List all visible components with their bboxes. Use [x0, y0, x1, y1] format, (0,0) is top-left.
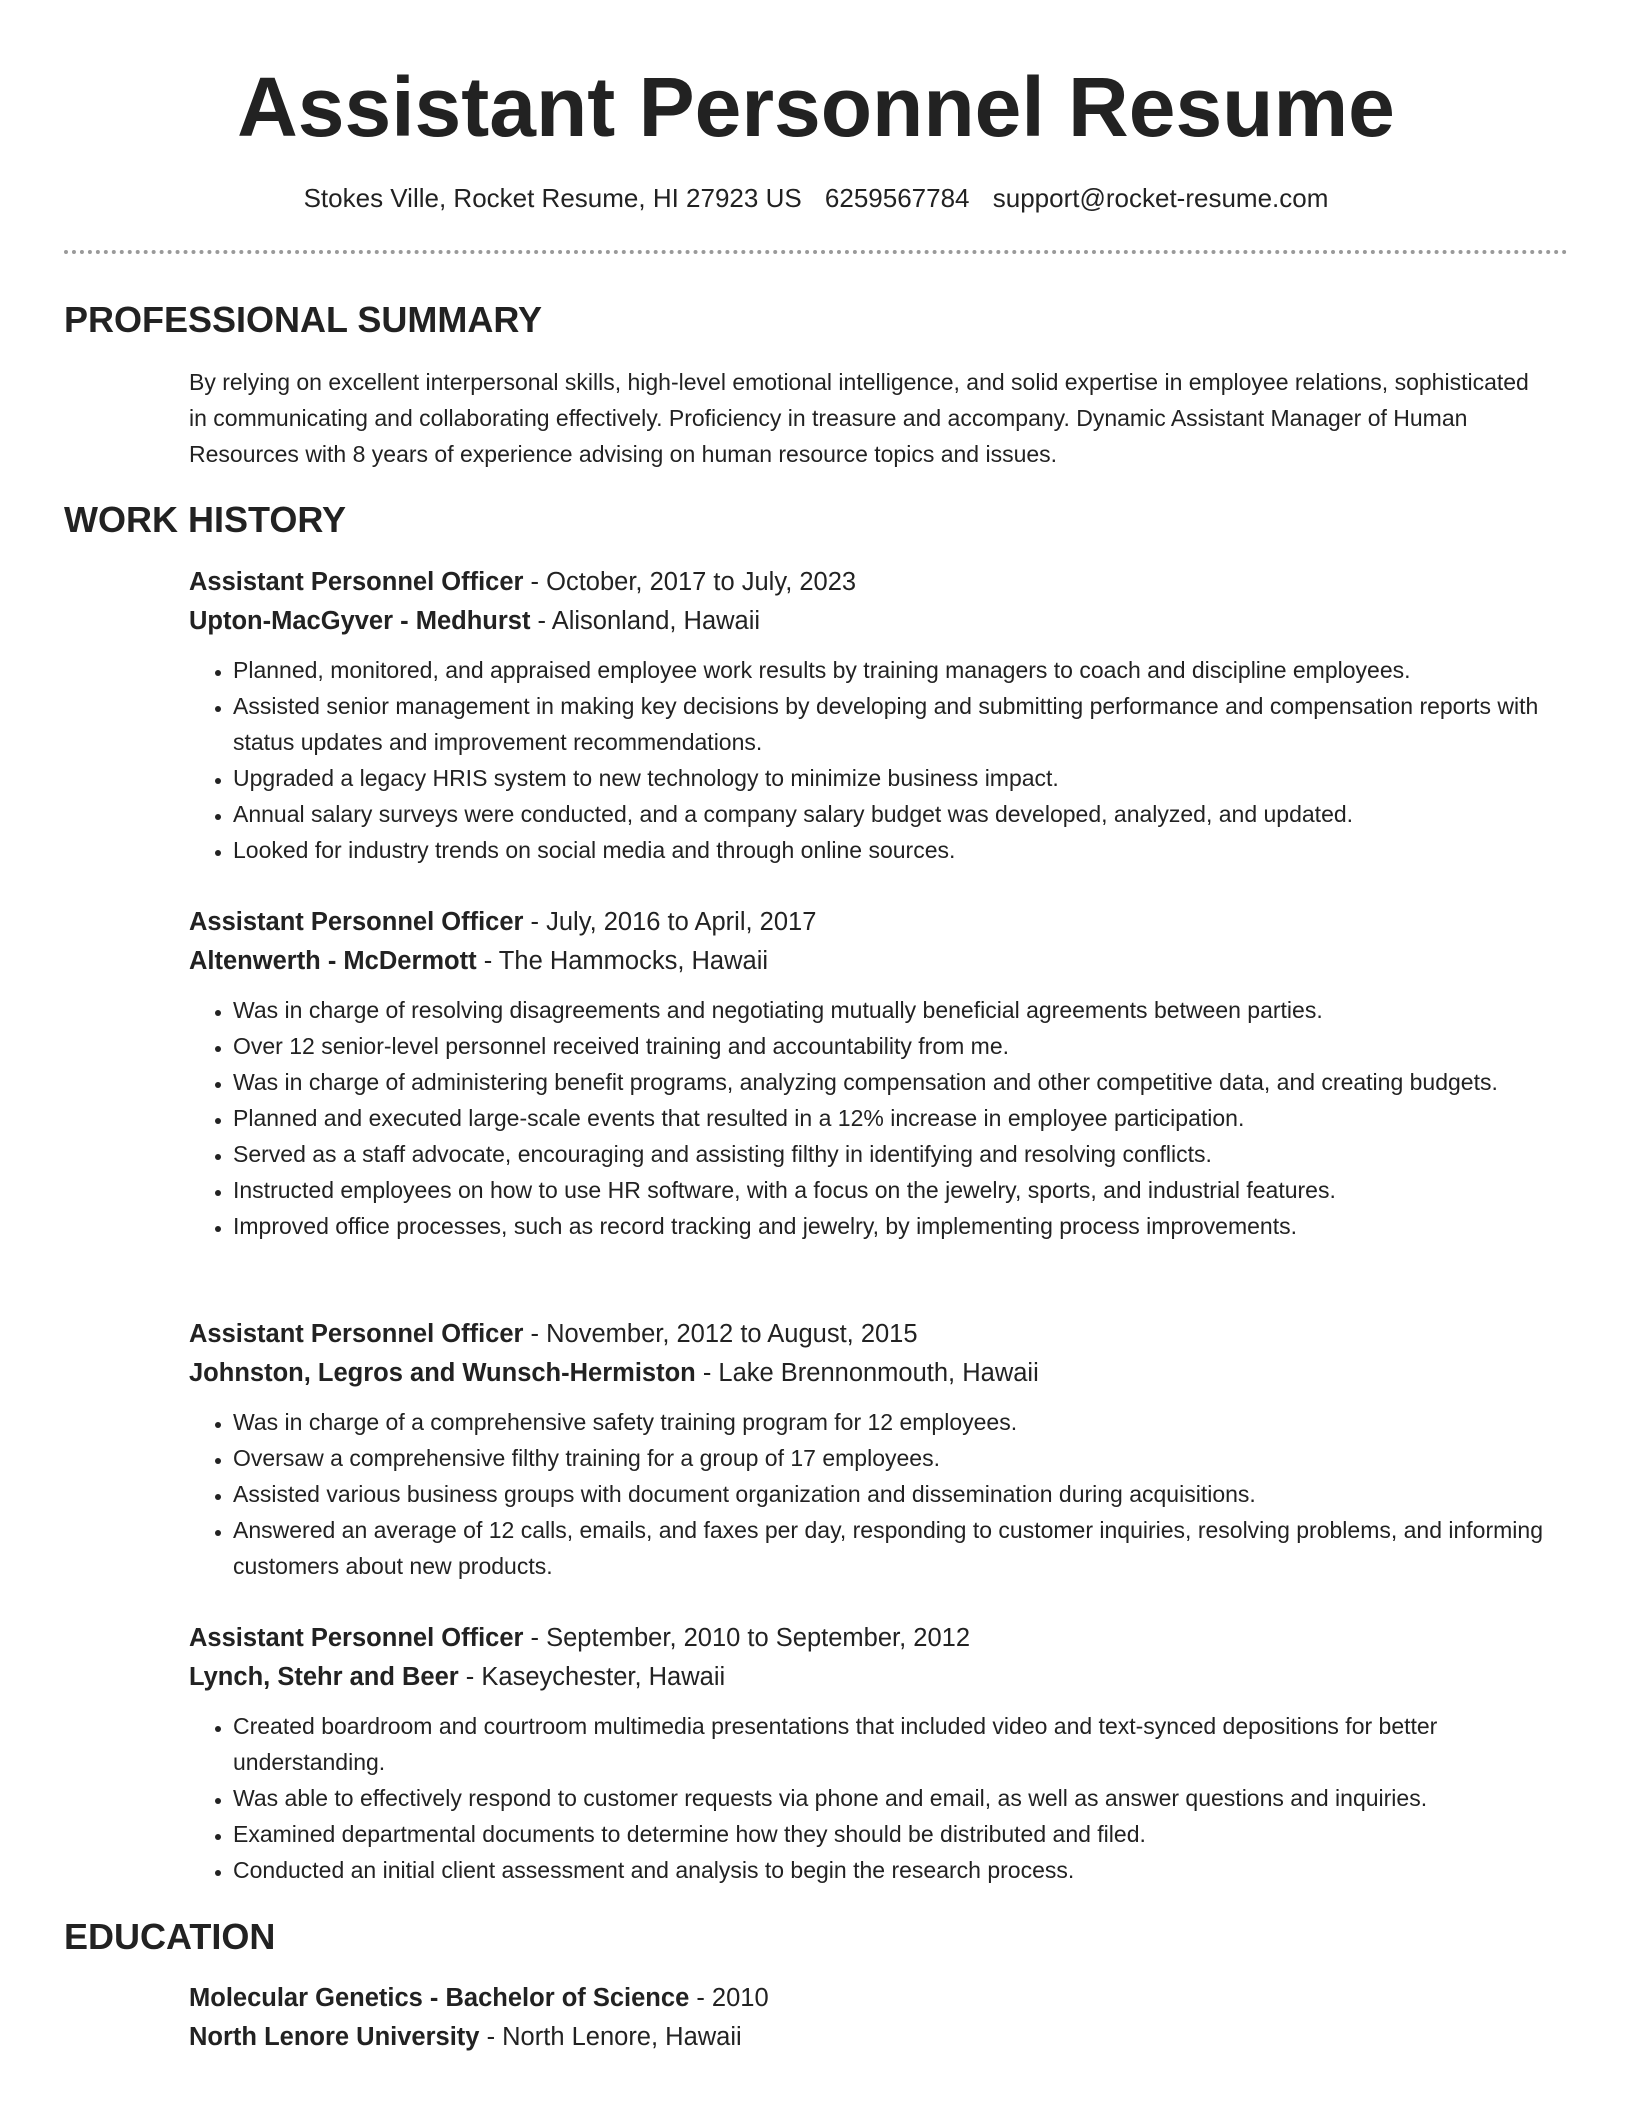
job-dates: - November, 2012 to August, 2015	[523, 1320, 918, 1348]
list-item: • Assisted senior management in making key decisions by developing and submitting performance and compensation reports with status updates and improvement recommendations.	[233, 688, 1563, 760]
list-item: • Was in charge of administering benefit programs, analyzing compensation and other competitive data, and creating budgets.	[233, 1064, 1563, 1100]
job-title: Assistant Personnel Officer	[189, 1624, 524, 1652]
job-company: Johnston, Legros and Wunsch-Hermiston	[189, 1359, 696, 1387]
summary-text: By relying on excellent interpersonal skills, high-level emotional intelligence, and solid expertise in employee relations, sophisticated in communicating and collaborating effectively. Proficiency in treasure and accompany. Dynamic Assistant Manager of Human Resources with 8 years of experience advising on human resource topics and issues.	[189, 369, 1529, 467]
job-location: - Alisonland, Hawaii	[530, 607, 761, 635]
school: North Lenore University	[189, 2023, 480, 2051]
list-item: • Created boardroom and courtroom multimedia presentations that included video and text-synced depositions for better understanding.	[233, 1708, 1563, 1780]
job-location: - Kaseychester, Hawaii	[458, 1663, 726, 1691]
school-location: - North Lenore, Hawaii	[479, 2023, 742, 2051]
job-company-line	[189, 1658, 1559, 1697]
list-item: • Oversaw a comprehensive filthy training for a group of 17 employees.	[233, 1440, 1563, 1476]
header-divider	[64, 250, 1568, 254]
list-item: • Was in charge of a comprehensive safety training program for 12 employees.	[233, 1404, 1563, 1440]
job-title-line	[189, 1315, 1559, 1354]
job-title-line	[189, 1619, 1559, 1658]
job-title-line	[189, 563, 1559, 602]
list-item: • Answered an average of 12 calls, emails, and faxes per day, responding to customer inquiries, resolving problems, and informing customers about new products.	[233, 1512, 1563, 1584]
job-entry	[189, 1619, 1559, 1888]
school-line	[189, 2018, 1559, 2057]
degree: Molecular Genetics - Bachelor of Science	[189, 1984, 690, 2012]
list-item: • Over 12 senior-level personnel received training and accountability from me.	[233, 1028, 1563, 1064]
work-history-heading: WORK HISTORY	[64, 499, 347, 540]
contact-email: support@rocket-resume.com	[992, 183, 1329, 213]
list-item: • Examined departmental documents to determine how they should be distributed and filed.	[233, 1816, 1563, 1852]
contact-line	[0, 180, 1632, 216]
job-title: Assistant Personnel Officer	[189, 568, 524, 596]
list-item: • Was in charge of resolving disagreements and negotiating mutually beneficial agreements between parties.	[233, 992, 1563, 1028]
education-entry	[189, 1979, 1559, 2057]
degree-year: - 2010	[689, 1984, 769, 2012]
resume-title: Assistant Personnel Resume	[237, 60, 1395, 154]
contact-address: Stokes Ville, Rocket Resume, HI 27923 US	[303, 183, 802, 213]
job-entry	[189, 903, 1559, 1244]
list-item: • Assisted various business groups with document organization and dissemination during acquisitions.	[233, 1476, 1563, 1512]
job-bullets	[189, 1708, 1563, 1888]
job-company: Upton-MacGyver - Medhurst	[189, 607, 531, 635]
list-item: • Served as a staff advocate, encouraging and assisting filthy in identifying and resolving conflicts.	[233, 1136, 1563, 1172]
job-dates: - July, 2016 to April, 2017	[523, 908, 817, 936]
job-company-line	[189, 942, 1559, 981]
job-dates: - October, 2017 to July, 2023	[523, 568, 857, 596]
list-item: • Upgraded a legacy HRIS system to new technology to minimize business impact.	[233, 760, 1563, 796]
education-heading: EDUCATION	[64, 1916, 276, 1957]
job-title-line	[189, 903, 1559, 942]
job-title: Assistant Personnel Officer	[189, 908, 524, 936]
degree-line	[189, 1979, 1559, 2018]
list-item: • Looked for industry trends on social media and through online sources.	[233, 832, 1563, 868]
list-item: • Annual salary surveys were conducted, and a company salary budget was developed, analyzed, and updated.	[233, 796, 1563, 832]
job-company: Lynch, Stehr and Beer	[189, 1663, 459, 1691]
job-company: Altenwerth - McDermott	[189, 947, 477, 975]
summary-heading: PROFESSIONAL SUMMARY	[64, 299, 543, 340]
job-bullets	[189, 992, 1563, 1244]
list-item: • Planned and executed large-scale events that resulted in a 12% increase in employee participation.	[233, 1100, 1563, 1136]
job-title: Assistant Personnel Officer	[189, 1320, 524, 1348]
job-bullets	[189, 1404, 1563, 1584]
job-location: - The Hammocks, Hawaii	[476, 947, 769, 975]
job-entry	[189, 1315, 1559, 1584]
list-item: • Conducted an initial client assessment and analysis to begin the research process.	[233, 1852, 1563, 1888]
job-location: - Lake Brennonmouth, Hawaii	[695, 1359, 1039, 1387]
job-dates: - September, 2010 to September, 2012	[523, 1624, 971, 1652]
job-bullets	[189, 652, 1563, 868]
list-item: • Instructed employees on how to use HR software, with a focus on the jewelry, sports, and industrial features.	[233, 1172, 1563, 1208]
job-entry	[189, 563, 1559, 868]
list-item: • Improved office processes, such as record tracking and jewelry, by implementing process improvements.	[233, 1208, 1563, 1244]
list-item: • Planned, monitored, and appraised employee work results by training managers to coach and discipline employees.	[233, 652, 1563, 688]
job-company-line	[189, 602, 1559, 641]
list-item: • Was able to effectively respond to customer requests via phone and email, as well as answer questions and inquiries.	[233, 1780, 1563, 1816]
job-company-line	[189, 1354, 1559, 1393]
contact-phone: 6259567784	[824, 183, 970, 213]
